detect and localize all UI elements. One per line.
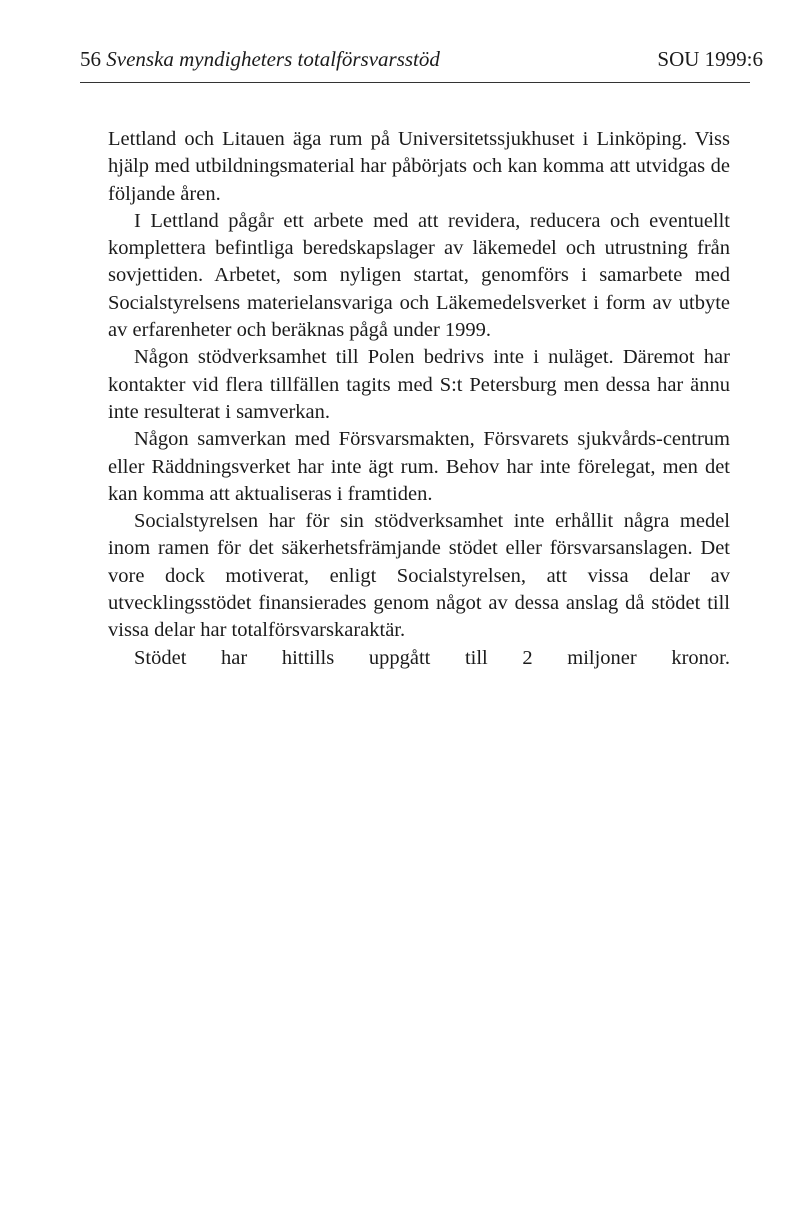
paragraph: Stödet har hittills uppgått till 2 miljoner kronor. xyxy=(134,646,730,669)
page-number: 56 xyxy=(80,47,101,71)
paragraph: Lettland och Litauen äga rum på Universitetssjukhuset i Linköping. Viss hjälp med utbildningsmaterial har påbörjats och kan komma att utvidgas de följande åren. xyxy=(108,128,730,205)
paragraph: Socialstyrelsen har för sin stödverksamhet inte erhållit några medel inom ramen för det säkerhetsfrämjande stödet eller försvarsanslagen. Det vore dock motiverat, enligt Socialstyrelsen, att vissa delar av utvecklingsstödet finansierades genom något av dessa anslag då stödet till vissa delar har totalförsvarskaraktär. xyxy=(108,510,730,642)
body-text xyxy=(108,126,730,672)
running-header xyxy=(80,44,763,74)
paragraph: Någon samverkan med Försvarsmakten, Försvarets sjukvårds-centrum eller Räddningsverket har inte ägt rum. Behov har inte förelegat, men det kan komma att aktualiseras i framtiden. xyxy=(108,428,730,505)
publication-title: Svenska myndigheters totalförsvarsstöd xyxy=(106,47,440,71)
running-header-left xyxy=(80,44,440,74)
header-rule xyxy=(80,82,750,83)
paragraph: I Lettland pågår ett arbete med att revidera, reducera och eventuellt komplettera befintliga beredskapslager av läkemedel och utrustning från sovjettiden. Arbetet, som nyligen startat, genomförs i samarbete med Socialstyrelsens materielansvariga och Läkemedelsverket i form av utbyte av erfarenheter och beräknas pågå under 1999. xyxy=(108,209,730,342)
report-id: SOU 1999:6 xyxy=(657,47,763,71)
paragraph: Någon stödverksamhet till Polen bedrivs inte i nuläget. Däremot har kontakter vid flera tillfällen tagits med S:t Petersburg men dessa har ännu inte resulterat i samverkan. xyxy=(108,346,730,423)
